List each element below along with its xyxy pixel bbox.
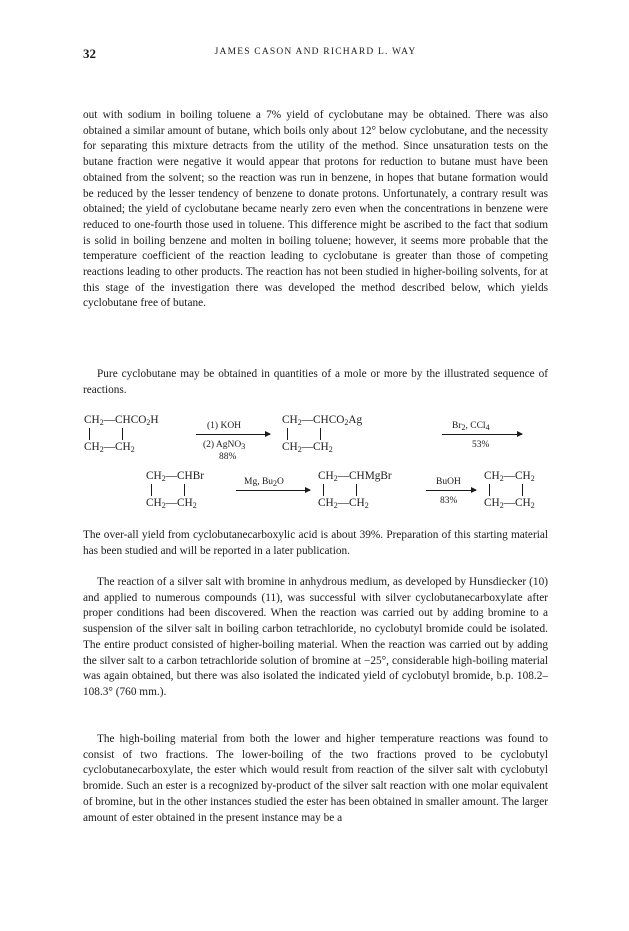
reaction-arrow-3 <box>236 490 310 491</box>
bond-line <box>356 484 357 496</box>
bond-line <box>320 428 321 440</box>
reaction-arrow-1 <box>196 434 270 435</box>
compound-1-top: $CH_2—CHCO_2H$ <box>84 414 159 427</box>
paragraph-2: Pure cyclobutane may be obtained in quantities of a mole or more by the illustrated sequence of reactions. <box>83 368 548 396</box>
compound-4-bottom: $CH_2—CH_2$ <box>318 497 369 510</box>
arrow-4-yield: 83% <box>440 496 458 506</box>
arrow-3-reagent: Mg, $Bu_2O$ <box>244 477 284 488</box>
running-title: JAMES CASON AND RICHARD L. WAY <box>214 47 417 57</box>
bond-line <box>151 484 152 496</box>
bond-line <box>489 484 490 496</box>
compound-4-top: $CH_2—CHMgBr$ <box>318 470 392 483</box>
paragraph-1: out with sodium in boiling toluene a 7% yield of cyclobutane may be obtained. There was also obtained a similar amount of butane, which boils only about 12° below cyclobutane, and the necessity for separating this mixture detracts from the utility of the method. Since unsaturation tests on the butane fraction were negative it would appear that protons for reduction to butane must have been obtained from the solvent; so the reaction was run in benzene, in hopes that butane formation would be reduced by the lesser tendency of benzene to donate protons. Unfortunately, a contrary result was obtained; the yield of cyclobutane became nearly zero even when the concentrations in benzene were reduced to one-fourth those used in toluene. This difference might be ascribed to the fact that sodium is solid in boiling benzene and molten in boiling toluene; however, it seems more probable that the temperature coefficient of the reaction leading to cyclobutane is greater than those of competing reactions leading to other products. The reaction has not been studied in higher-boiling solvents, for at this stage of the investigation there was developed the method described below, which yields cyclobutane free of butane. <box>83 109 548 310</box>
compound-2-bottom: $CH_2—CH_2$ <box>282 441 333 454</box>
arrow-2-yield: 53% <box>472 440 490 450</box>
paragraph-4: The reaction of a silver salt with bromine in anhydrous medium, as developed by Hunsdiecker (10) and applied to numerous compounds (11), was successful with silver cyclobutanecarboxylate after proper conditions had been discovered. When the reaction was carried out by adding bromine to a suspension of the silver salt in boiling carbon tetrachloride, no cyclobutyl bromide could be isolated. The entire product consisted of higher-boiling material. When the reaction was carried out by adding the silver salt to a carbon tetrachloride solution of bromine at −25°, considerable high-boiling material was again obtained, but there was also isolated the indicated yield of cyclobutyl bromide, b.p. 108.2–108.3° (760 mm.). <box>83 576 548 698</box>
bond-line <box>323 484 324 496</box>
paragraph-5: The high-boiling material from both the lower and higher temperature reactions was found to consist of two fractions. The lower-boiling of the two fractions proved to be cyclobutyl cyclobutanecarboxylate, the ester which would result from reaction of the silver salt with cyclobutyl bromide. Such an ester is a recognized by-product of the silver salt reaction with one molar equivalent of bromine, but in the other instances studied the ester has been obtained in smaller amount. The larger amount of ester obtained in the present instance may be a <box>83 733 548 824</box>
compound-5-bottom: $CH_2—CH_2$ <box>484 497 535 510</box>
page-header <box>83 46 548 62</box>
bond-line <box>184 484 185 496</box>
arrow-4-reagent: BuOH <box>436 477 461 487</box>
compound-5-top: $CH_2—CH_2$ <box>484 470 535 483</box>
arrow-1-reagent-1: (1) KOH <box>207 421 242 431</box>
arrow-1-reagent-2: (2) AgNO$_3$ <box>203 440 246 451</box>
paragraph-3: The over-all yield from cyclobutanecarboxylic acid is about 39%. Preparation of this starting material has been studied and will be reported in a later publication. <box>83 529 548 557</box>
reaction-arrow-4 <box>426 490 476 491</box>
bond-line <box>122 428 123 440</box>
bond-line <box>522 484 523 496</box>
arrow-2-reagent: $Br_2$, CCl$_4$ <box>452 421 490 432</box>
reaction-arrow-2 <box>442 434 522 435</box>
bond-line <box>89 428 90 440</box>
page-number: 32 <box>83 46 96 61</box>
bond-line <box>287 428 288 440</box>
arrow-1-yield: 88% <box>219 452 237 462</box>
compound-2-top: $CH_2—CHCO_2Ag$ <box>282 414 363 427</box>
compound-1-bottom: $CH_2—CH_2$ <box>84 441 135 454</box>
compound-3-bottom: $CH_2—CH_2$ <box>146 497 197 510</box>
compound-3-top: $CH_2—CHBr$ <box>146 470 204 483</box>
